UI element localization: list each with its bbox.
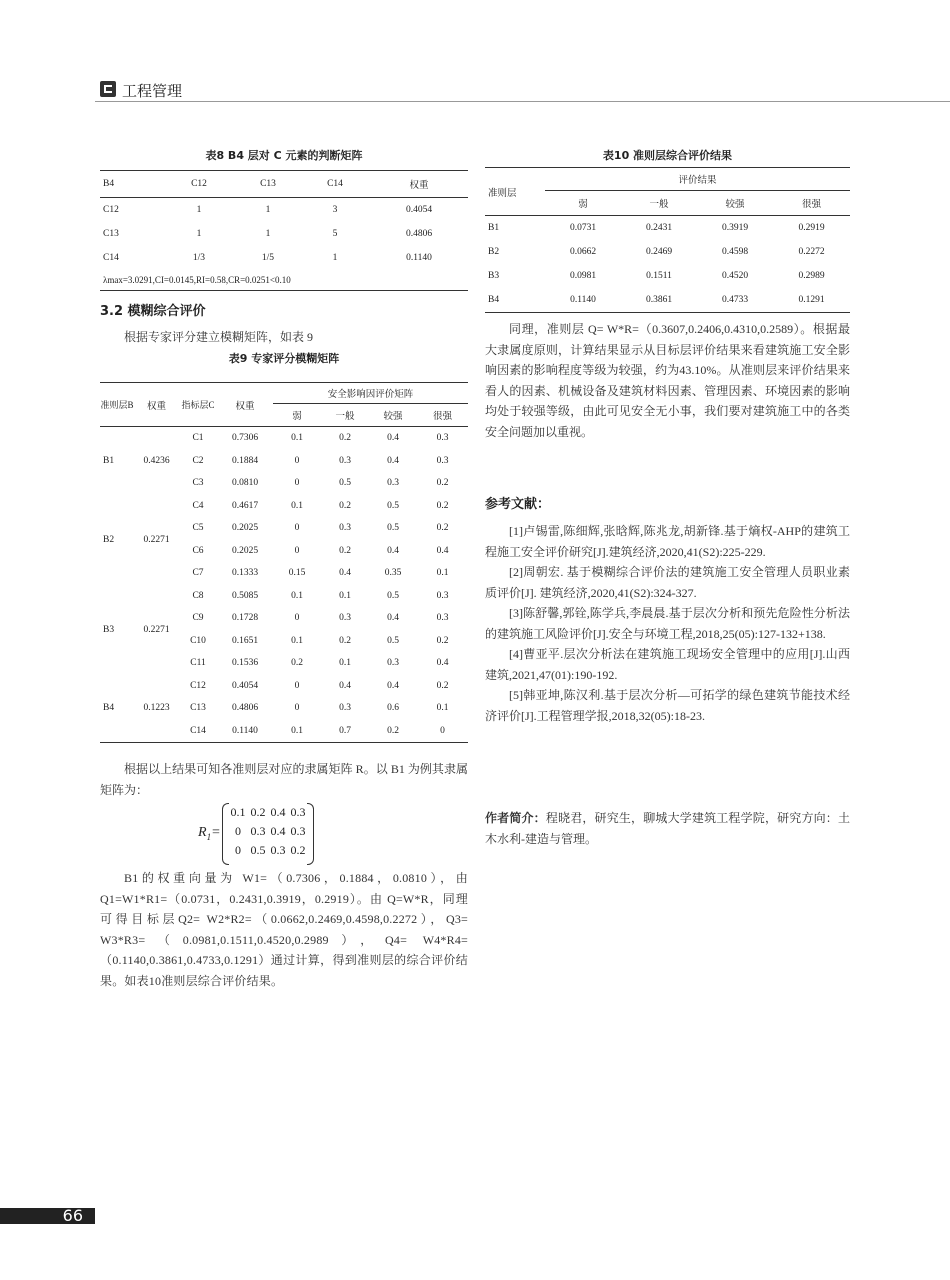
table9-header-level: 弱 bbox=[273, 404, 321, 427]
table9-cell: 0.3 bbox=[339, 613, 351, 624]
paragraph-conclusion bbox=[485, 319, 850, 442]
table9-layer-cell: B1 bbox=[103, 455, 115, 466]
table9-indicator-cell: C14 bbox=[179, 720, 217, 743]
table10-row bbox=[485, 288, 850, 313]
table9-header-indicator: 指标层C bbox=[179, 383, 217, 427]
table9-cell: 0.15 bbox=[288, 568, 306, 579]
table9-indicator-cell: C7 bbox=[192, 568, 204, 579]
table9-row bbox=[100, 427, 468, 450]
table8-header-cell: 权重 bbox=[370, 171, 468, 198]
table9-cell: 0.35 bbox=[384, 568, 402, 579]
table10-header-row bbox=[485, 168, 850, 191]
matrix-cell: 0.2 bbox=[250, 805, 266, 819]
table8-cell: 5 bbox=[332, 229, 338, 239]
matrix-cell: 0.4 bbox=[270, 824, 286, 838]
running-header bbox=[100, 80, 950, 102]
table10-row bbox=[485, 216, 850, 241]
table9-layer-weight: 0.1223 bbox=[134, 675, 179, 743]
table10-header-level: 很强 bbox=[773, 191, 850, 216]
matrix-cell: 0.2 bbox=[290, 843, 306, 857]
table8-note: λmax=3.0291,CI=0.0145,RI=0.58,CR=0.0251<0.10 bbox=[100, 270, 468, 291]
table9-cell: 0.5 bbox=[387, 635, 399, 646]
table9-cell: 0 bbox=[294, 680, 300, 691]
table9-cell: 0.4 bbox=[387, 680, 399, 691]
weights-text: B1的权重向量为 W1=（0.7306，0.1884，0.0810），由 Q1=W1*R1=（0.0731，0.2431,0.3919，0.2919）。由 Q=W*R，同理可得目标层Q2= W2*R2=（0.0662,0.2469,0.4598,0.2272），Q3= W3*R3=（0.0981,0.1511,0.4520,0.2989），Q4= W4*R4=（0.1140,0.3861,0.4733,0.1291）通过计算，得到准则层的综合评价结果。如表10准则层综合评价结果。 bbox=[100, 871, 468, 988]
membership-matrix bbox=[198, 803, 318, 867]
table9-layer-weight: 0.2271 bbox=[143, 624, 170, 635]
table8-note-row bbox=[100, 270, 468, 291]
table8-caption: 表8 B4 层对 C 元素的判断矩阵 bbox=[205, 149, 363, 162]
reference-item: [1]卢锡雷,陈细辉,张晗辉,陈兆龙,胡新锋.基于熵权-AHP的建筑工程施工安全评价研究[J].建筑经济,2020,41(S2):225-229. bbox=[485, 524, 850, 559]
conclusion-text: 同理，准则层 Q= W*R=（0.3607,0.2406,0.4310,0.2589）。根据最大隶属度原则，计算结果显示从目标层评价结果来看建筑施工安全影响因素的影响程度等级为较强，约为43.10%。从准则层来评价结果来看人的因素、机械设备及建筑材料因素、管理因素、环境因素的影响均处于较强等级，由此可见安全无小事，我们要对建筑施工中的各类安全问题加以重视。 bbox=[485, 322, 850, 439]
table9-cell: 0.1140 bbox=[217, 720, 273, 743]
table9-cell: 0.3 bbox=[387, 658, 399, 669]
table9-header-layer: 准则层B bbox=[100, 383, 134, 427]
matrix-brackets bbox=[222, 803, 314, 865]
table9-cell: 0.4 bbox=[436, 545, 449, 556]
table8-cell: 1 bbox=[265, 229, 271, 239]
table8-cell: C13 bbox=[103, 229, 119, 239]
table9-cell: 0 bbox=[294, 478, 300, 489]
table9-cell: 0.2025 bbox=[231, 523, 259, 534]
table10-cell: 0.4598 bbox=[721, 247, 749, 257]
table9-row bbox=[100, 585, 468, 608]
table9-cell: 0 bbox=[294, 545, 300, 556]
matrix-grid bbox=[228, 805, 308, 862]
table8-row bbox=[100, 198, 468, 223]
table9-cell: 0.4 bbox=[339, 568, 351, 579]
table9-indicator-cell: C9 bbox=[192, 613, 204, 624]
table9-cell: 0.4 bbox=[387, 613, 399, 624]
matrix-cell: 0.3 bbox=[270, 843, 286, 857]
table8-cell: 0.4054 bbox=[405, 205, 433, 215]
table9-cell: 0.5 bbox=[387, 500, 399, 511]
table9-cell: 0.5085 bbox=[231, 590, 259, 601]
table9-cell: 0.1884 bbox=[231, 455, 259, 466]
journal-logo-icon bbox=[100, 81, 116, 97]
table8-row bbox=[100, 222, 468, 246]
table9-layer-weight: 0.4236 bbox=[143, 455, 170, 466]
table9-header-level: 较强 bbox=[369, 404, 417, 427]
table9-layer-cell: B2 bbox=[103, 534, 115, 545]
matrix-cell: 0.3 bbox=[250, 824, 266, 838]
table9-header-weight: 权重 bbox=[134, 383, 179, 427]
references-heading: 参考文献： bbox=[485, 497, 551, 512]
table9-cell: 0.3 bbox=[436, 590, 449, 601]
author-bio bbox=[485, 808, 850, 849]
matrix-cell: 0.3 bbox=[290, 805, 306, 819]
header-rule bbox=[95, 101, 950, 102]
matrix-cell: 0 bbox=[235, 824, 241, 838]
table9-cell: 0.5 bbox=[339, 478, 351, 489]
table9-cell: 0.2 bbox=[339, 500, 351, 511]
table9-cell: 0.4806 bbox=[231, 703, 259, 714]
table9-cell: 0.4 bbox=[436, 658, 449, 669]
table9-cell: 0 bbox=[294, 455, 300, 466]
table9-cell: 0.1 bbox=[339, 658, 351, 669]
table10-cell: 0.4520 bbox=[721, 271, 749, 281]
table9-cell: 0.2 bbox=[436, 635, 449, 646]
table9-cell: 0.2025 bbox=[231, 545, 259, 556]
table8-header-cell: C12 bbox=[162, 171, 236, 198]
table9-header-level: 很强 bbox=[417, 404, 468, 427]
membership-text: 根据以上结果可知各准则层对应的隶属矩阵 R。以 B1 为例其隶属矩阵为： bbox=[100, 762, 468, 797]
table10-header-level: 一般 bbox=[621, 191, 697, 216]
table10-cell: 0.1291 bbox=[773, 288, 850, 313]
table10-cell: 0.1511 bbox=[646, 271, 672, 281]
table9-cell: 0.1651 bbox=[231, 635, 259, 646]
matrix-cell: 0 bbox=[235, 843, 241, 857]
table9-cell: 0.1 bbox=[436, 568, 449, 579]
table9-cell: 0.2 bbox=[436, 500, 449, 511]
page-number: 66 bbox=[62, 1206, 83, 1225]
table10-cell: B2 bbox=[488, 247, 500, 257]
table9-indicator-cell: C5 bbox=[192, 523, 204, 534]
table9-cell: 0.1 bbox=[291, 635, 303, 646]
table9-caption: 表9 专家评分模糊矩阵 bbox=[228, 352, 340, 365]
table9-cell: 0.3 bbox=[339, 455, 351, 466]
table9-cell: 0.4 bbox=[387, 433, 399, 444]
table9-cell: 0.1 bbox=[291, 590, 303, 601]
author-text: 程晓君，研究生，聊城大学建筑工程学院，研究方向：土木水利-建造与管理。 bbox=[485, 811, 850, 846]
table9-indicator-cell: C1 bbox=[192, 433, 204, 444]
table10-cell: 0.2272 bbox=[798, 247, 825, 257]
table9-cell: 0.2 bbox=[436, 478, 449, 489]
table8-header-cell: C14 bbox=[300, 171, 370, 198]
table8-row bbox=[100, 246, 468, 270]
table9-cell: 0 bbox=[294, 523, 300, 534]
table9-cell: 0.0810 bbox=[231, 478, 259, 489]
table9-cell: 0.2 bbox=[291, 658, 303, 669]
table9-body bbox=[100, 427, 468, 743]
table9-cell: 0.1 bbox=[436, 703, 449, 714]
table10-cell: 0.0662 bbox=[569, 247, 597, 257]
table9-cell: 0.7306 bbox=[231, 433, 259, 444]
table9-cell: 0.1536 bbox=[231, 658, 259, 669]
table10-cell: B3 bbox=[488, 271, 500, 281]
reference-item: [4]曹亚平.层次分析法在建筑施工现场安全管理中的应用[J].山西建筑,2021,47(01):190-192. bbox=[485, 647, 850, 682]
table9-cell: 0.4 bbox=[387, 545, 399, 556]
table10 bbox=[485, 167, 850, 313]
table9-header-level: 一般 bbox=[321, 404, 369, 427]
table10-header-level: 弱 bbox=[545, 191, 621, 216]
table9-cell: 0.2 bbox=[339, 545, 351, 556]
table8-header-cell: C13 bbox=[236, 171, 300, 198]
paragraph-membership bbox=[100, 759, 468, 800]
table8-cell: 1 bbox=[265, 205, 271, 215]
table10-row bbox=[485, 240, 850, 264]
table9-cell: 0 bbox=[294, 703, 300, 714]
table8 bbox=[100, 170, 468, 291]
table10-cell: 0.3919 bbox=[721, 223, 749, 233]
table10-row bbox=[485, 264, 850, 288]
table9-cell: 0.1728 bbox=[231, 613, 259, 624]
section-intro bbox=[100, 327, 468, 348]
table9-cell: 0 bbox=[294, 613, 300, 624]
table8-cell: 0.1140 bbox=[406, 253, 432, 263]
reference-item: [5]韩亚坤,陈汉利.基于层次分析—可拓学的绿色建筑节能技术经济评价[J].工程管理学报,2018,32(05):18-23. bbox=[485, 688, 850, 723]
table9-layer-weight: 0.2271 bbox=[143, 534, 170, 545]
table9-indicator-cell: C13 bbox=[190, 703, 206, 714]
table9-cell: 0.2 bbox=[369, 720, 417, 743]
table10-cell: 0.4733 bbox=[697, 288, 773, 313]
table9-cell: 0.2 bbox=[339, 635, 351, 646]
table10-cell: 0.0981 bbox=[569, 271, 597, 281]
table9-header-row bbox=[100, 383, 468, 404]
table9-indicator-cell: C12 bbox=[190, 680, 206, 691]
journal-title: 工程管理 bbox=[122, 82, 183, 100]
table9-cell: 0.2 bbox=[436, 680, 449, 691]
section-heading: 3.2 模糊综合评价 bbox=[100, 304, 206, 319]
table9-cell: 0.1 bbox=[273, 720, 321, 743]
table9-cell: 0.4 bbox=[339, 680, 351, 691]
table9-cell: 0.6 bbox=[387, 703, 399, 714]
table9-indicator-cell: C2 bbox=[192, 455, 204, 466]
table10-cell: 0.2431 bbox=[645, 223, 673, 233]
table9-cell: 0.2 bbox=[339, 433, 351, 444]
table10-cell: 0.1140 bbox=[545, 288, 621, 313]
table9-indicator-cell: C4 bbox=[192, 500, 204, 511]
table8-cell: 1/3 bbox=[192, 253, 206, 263]
table9 bbox=[100, 382, 468, 743]
table10-cell: 0.2469 bbox=[645, 247, 673, 257]
table9-cell: 0.4617 bbox=[231, 500, 259, 511]
table9-cell: 0.3 bbox=[387, 478, 399, 489]
table9-cell: 0.4 bbox=[387, 455, 399, 466]
table8-header-row bbox=[100, 171, 468, 198]
table9-indicator-cell: C11 bbox=[190, 658, 206, 669]
table10-header-group: 评价结果 bbox=[545, 168, 850, 191]
references-list bbox=[485, 521, 850, 726]
table8-header-cell: B4 bbox=[100, 171, 162, 198]
table9-row bbox=[100, 675, 468, 698]
table9-layer-cell: B3 bbox=[103, 624, 115, 635]
table8-cell: C14 bbox=[103, 253, 119, 263]
table8-cell: 1/5 bbox=[261, 253, 275, 263]
table9-indicator-cell: C10 bbox=[190, 635, 206, 646]
table10-header-level: 较强 bbox=[697, 191, 773, 216]
table10-caption: 表10 准则层综合评价结果 bbox=[602, 149, 733, 162]
table9-indicator-cell: C8 bbox=[192, 590, 204, 601]
matrix-cell: 0.1 bbox=[230, 805, 246, 819]
table8-cell: C12 bbox=[103, 205, 119, 215]
table9-layer-cell: B4 bbox=[100, 675, 134, 743]
table9-indicator-cell: C3 bbox=[192, 478, 204, 489]
matrix-cell: 0.4 bbox=[270, 805, 286, 819]
table10-cell: 0.0731 bbox=[569, 223, 597, 233]
table10-cell: 0.2989 bbox=[798, 271, 825, 281]
paragraph-weights bbox=[100, 868, 468, 991]
table8-cell: 0.4806 bbox=[405, 229, 433, 239]
table9-cell: 0.1 bbox=[291, 500, 303, 511]
table10-cell: B4 bbox=[485, 288, 545, 313]
matrix-cell: 0.3 bbox=[290, 824, 306, 838]
reference-item: [2]周朝宏. 基于模糊综合评价法的建筑施工安全管理人员职业素质评价[J]. 建筑经济,2020,41(S2):324-327. bbox=[485, 565, 850, 600]
table8-cell: 3 bbox=[332, 205, 338, 215]
table9-cell: 0.5 bbox=[387, 590, 399, 601]
table9-header-weight2: 权重 bbox=[217, 383, 273, 427]
table9-cell: 0.4054 bbox=[231, 680, 259, 691]
table9-cell: 0.2 bbox=[436, 523, 449, 534]
table9-cell: 0.3 bbox=[436, 433, 449, 444]
table9-indicator-cell: C6 bbox=[192, 545, 204, 556]
table10-cell: 0.2919 bbox=[798, 223, 825, 233]
table10-cell: 0.3861 bbox=[621, 288, 697, 313]
table9-cell: 0.1 bbox=[291, 433, 303, 444]
table9-cell: 0.3 bbox=[436, 455, 449, 466]
table10-header-layer: 准则层 bbox=[485, 168, 545, 216]
table9-cell: 0.7 bbox=[321, 720, 369, 743]
table9-cell: 0.3 bbox=[339, 703, 351, 714]
table9-cell: 0.3 bbox=[436, 613, 449, 624]
table9-cell: 0.5 bbox=[387, 523, 399, 534]
table9-cell: 0.1333 bbox=[231, 568, 259, 579]
table9-row bbox=[100, 495, 468, 518]
table9-cell: 0.3 bbox=[339, 523, 351, 534]
table8-cell: 1 bbox=[196, 205, 202, 215]
author-label: 作者简介： bbox=[485, 811, 546, 825]
intro-text: 根据专家评分建立模糊矩阵，如表 9 bbox=[124, 330, 314, 344]
page-number-bar bbox=[0, 1208, 95, 1224]
table9-cell: 0.1 bbox=[339, 590, 351, 601]
matrix-label: $R_1=$ bbox=[198, 825, 221, 842]
table9-cell: 0 bbox=[417, 720, 468, 743]
matrix-cell: 0.5 bbox=[250, 843, 266, 857]
table8-cell: 1 bbox=[196, 229, 202, 239]
table10-cell: B1 bbox=[488, 223, 500, 233]
table9-header-group: 安全影响因评价矩阵 bbox=[273, 383, 468, 404]
table8-cell: 1 bbox=[332, 253, 338, 263]
reference-item: [3]陈舒馨,郭铨,陈学兵,李晨晨.基于层次分析和预先危险性分析法的建筑施工风险评价[J].安全与环境工程,2018,25(05):127-132+138. bbox=[485, 606, 850, 641]
